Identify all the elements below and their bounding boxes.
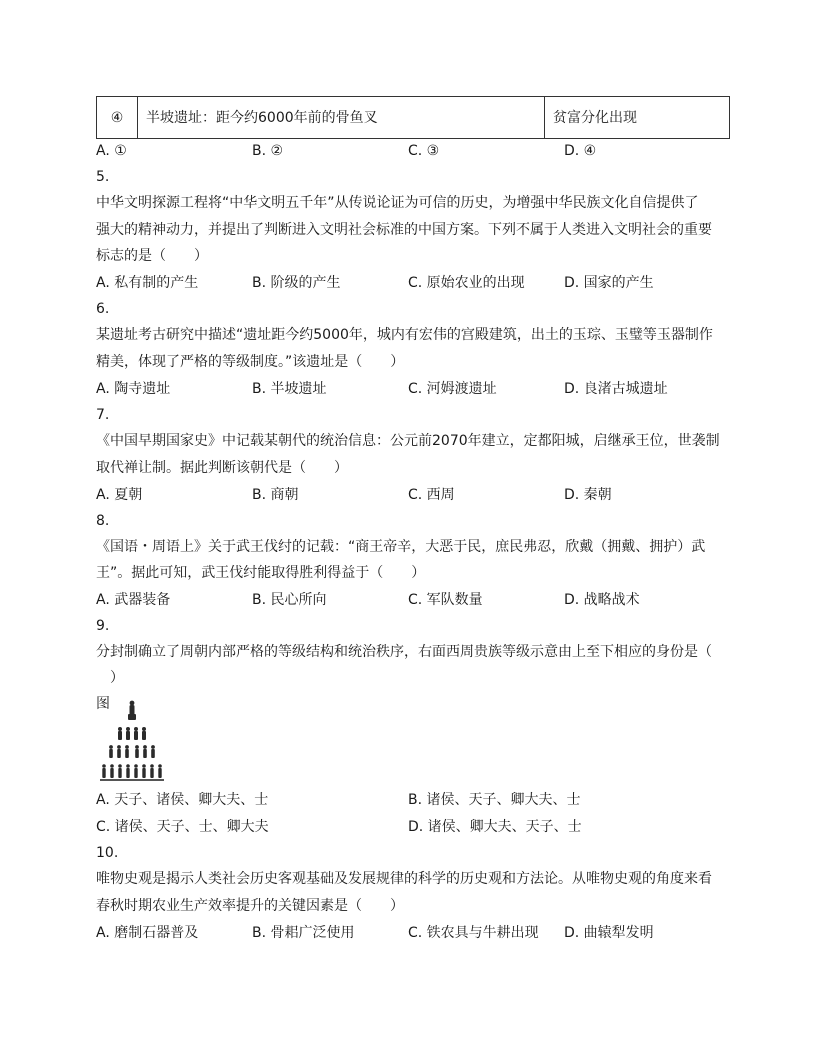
question-number: 7. bbox=[96, 407, 110, 423]
question-table-fragment bbox=[96, 96, 730, 139]
question-text-line: 标志的是（ ） bbox=[96, 248, 208, 264]
option-b: B. 半坡遗址 bbox=[252, 381, 327, 397]
question-text-line: 《国语・周语上》关于武王伐纣的记载：“商王帝辛，大恶于民，庶民弗忍，欣戴（拥戴、拥护）武 bbox=[96, 539, 706, 555]
question-text-line: 春秋时期农业生产效率提升的关键因素是（ ） bbox=[96, 898, 404, 914]
zhou-nobility-hierarchy-pyramid-image bbox=[100, 698, 164, 782]
question-number: 8. bbox=[96, 513, 110, 529]
figure-tier-3 bbox=[109, 745, 155, 758]
option-a: A. 天子、诸侯、卿大夫、士 bbox=[96, 792, 269, 808]
option-a: A. 夏朝 bbox=[96, 487, 143, 503]
table-cell-number: ④ bbox=[97, 97, 138, 139]
option-a: A. 武器装备 bbox=[96, 592, 171, 608]
question-text-line: 强大的精神动力，并提出了判断进入文明社会标准的中国方案。下列不属于人类进入文明社会的重要 bbox=[96, 222, 712, 238]
question-options bbox=[96, 817, 736, 837]
question-text-line: 王”。据此可知，武王伐纣能取得胜利得益于（ ） bbox=[96, 565, 426, 581]
option-b: B. 骨耜广泛使用 bbox=[252, 925, 355, 941]
question-text-line: ） bbox=[96, 670, 124, 686]
option-c: C. 河姆渡遗址 bbox=[408, 381, 497, 397]
option-b: B. 阶级的产生 bbox=[252, 275, 341, 291]
question-text-line: 唯物史观是揭示人类社会历史客观基础及发展规律的科学的历史观和方法论。从唯物史观的角度来看 bbox=[96, 871, 712, 887]
option-a: A. 私有制的产生 bbox=[96, 275, 199, 291]
option-d: D. 良渚古城遗址 bbox=[564, 381, 668, 397]
table-row bbox=[97, 97, 730, 139]
option-c: C. 原始农业的出现 bbox=[408, 275, 525, 291]
table-cell-result: 贫富分化出现 bbox=[545, 97, 730, 139]
table-cell-content: 半坡遗址：距今约6000年前的骨鱼叉 bbox=[138, 97, 545, 139]
figure-label: 图 bbox=[96, 696, 110, 712]
option-c: C. 西周 bbox=[408, 487, 455, 503]
option-d: D. 曲辕犁发明 bbox=[564, 925, 654, 941]
question-options bbox=[96, 485, 736, 505]
figure-tier-1 bbox=[128, 701, 136, 720]
question-number: 5. bbox=[96, 169, 110, 185]
option-b: B. ② bbox=[252, 143, 284, 159]
option-b: B. 民心所向 bbox=[252, 592, 327, 608]
question-options bbox=[96, 273, 736, 293]
question-options bbox=[96, 790, 736, 810]
option-b: B. 商朝 bbox=[252, 487, 299, 503]
question-number: 9. bbox=[96, 618, 110, 634]
question-number: 6. bbox=[96, 301, 110, 317]
option-a: A. 陶寺遗址 bbox=[96, 381, 171, 397]
option-a: A. 磨制石器普及 bbox=[96, 925, 199, 941]
option-c: C. ③ bbox=[408, 143, 440, 159]
option-d: D. 战略战术 bbox=[564, 592, 640, 608]
option-a: A. ① bbox=[96, 143, 127, 159]
question-options bbox=[96, 379, 736, 399]
figure-tier-4 bbox=[102, 764, 162, 778]
option-c: C. 军队数量 bbox=[408, 592, 483, 608]
question-options bbox=[96, 590, 736, 610]
question-number: 10. bbox=[96, 845, 119, 861]
q4-options bbox=[96, 141, 736, 161]
question-text-line: 某遗址考古研究中描述“遗址距今约5000年，城内有宏伟的宫殿建筑，出土的玉琮、玉璧等玉器制作 bbox=[96, 327, 713, 343]
question-text-line: 《中国早期国家史》中记载某朝代的统治信息：公元前2070年建立，定都阳城，启继承王位，世袭制 bbox=[96, 433, 720, 449]
question-text-line: 取代禅让制。据此判断该朝代是（ ） bbox=[96, 460, 348, 476]
option-c: C. 铁农具与牛耕出现 bbox=[408, 925, 539, 941]
option-b: B. 诸侯、天子、卿大夫、士 bbox=[408, 792, 581, 808]
question-text-line: 精美，体现了严格的等级制度。”该遗址是（ ） bbox=[96, 354, 405, 370]
option-d: D. 秦朝 bbox=[564, 487, 612, 503]
question-text-line: 中华文明探源工程将“中华文明五千年”从传说论证为可信的历史，为增强中华民族文化自信提供了 bbox=[96, 195, 699, 211]
option-d: D. 诸侯、卿大夫、天子、士 bbox=[408, 819, 582, 835]
option-d: D. 国家的产生 bbox=[564, 275, 654, 291]
option-c: C. 诸侯、天子、士、卿大夫 bbox=[96, 819, 269, 835]
question-text-line: 分封制确立了周朝内部严格的等级结构和统治秩序，右面西周贵族等级示意由上至下相应的身份是（ bbox=[96, 644, 712, 660]
question-options bbox=[96, 923, 736, 943]
figure-tier-2 bbox=[118, 727, 146, 740]
option-d: D. ④ bbox=[564, 143, 597, 159]
